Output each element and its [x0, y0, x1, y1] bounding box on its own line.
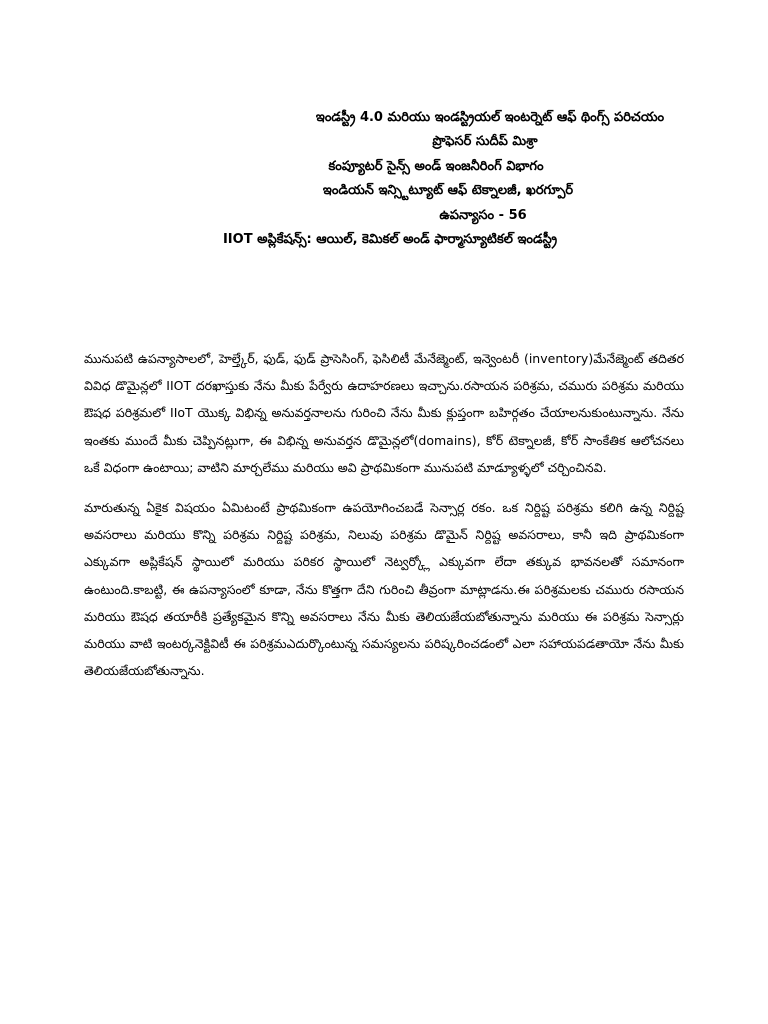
- institute-name: ఇండియన్ ఇన్స్టిట్యూట్ ఆఫ్ టెక్నాలజీ, ఖరగ్పూర్: [322, 183, 574, 199]
- document-header: [140, 106, 720, 252]
- paragraph-2: మారుతున్న ఏకైక విషయం ఏమిటంటే ప్రాథమికంగా ఉపయోగించబడే సెన్సార్ల రకం. ఒక నిర్దిష్ట పరిశ్రమ కలిగి ఉన్న నిర్దిష్ట అవసరాలు మరియు కొన్ని పరిశ్రమ నిర్దిష్ట పరిశ్రమ, నిలువు పరిశ్రమ డొమైన్ నిర్దిష్ట అవసరాలు, కానీ ఇది ప్రాథమికంగా ఎక్కువగా అప్లికేషన్ స్థాయిలో మరియు పరికర స్థాయిలో నెట్వర్క్లో ఎక్కువగా లేదా తక్కువ భావనలతో సమానంగా ఉంటుంది.కాబట్టి, ఈ ఉపన్యాసంలో కూడా, నేను కొత్తగా దేని గురించి తీవ్రంగా మాట్లాడను.ఈ పరిశ్రమలకు చమురు రసాయన మరియు ఔషధ తయారీకి ప్రత్యేకమైన కొన్ని అవసరాలు నేను మీకు తెలియజేయబోతున్నాను మరియు ఈ పరిశ్రమ సెన్సార్లు మరియు వాటి ఇంటర్కనెక్టివిటీ ఈ పరిశ్రమఎదుర్కొంటున్న సమస్యలను పరిష్కరించడంలో ఎలా సహాయపడతాయో నేను మీకు తెలియజేయబోతున్నాను.: [84, 500, 684, 679]
- lecture-number: ఉపన్యాసం - 56: [439, 207, 527, 223]
- paragraph-1: మునుపటి ఉపన్యాసాలలో, హెల్త్కేర్, ఫుడ్, ఫుడ్ ప్రాసెసింగ్, ఫెసిలిటీ మేనేజ్మెంట్, ఇన్వెంటరీ (inventory)మేనేజ్మెంట్ తదితర వివిధ డొమైన్లలో IIOT దరఖాస్తుకు నేను మీకు పేర్వేరు ఉదాహరణలు ఇచ్చాను.రసాయన పరిశ్రమ, చమురు పరిశ్రమ మరియు ఔషధ పరిశ్రమలో IIoT యొక్క విభిన్న అనువర్తనాలను గురించి నేను మీకు క్లుప్తంగా బహిర్గతం చేయాలనుకుంటున్నాను. నేను ఇంతకు ముందే మీకు చెప్పినట్లుగా, ఈ విభిన్న అనువర్తన డొమైన్లలో(domains), కోర్ టెక్నాలజీ, కోర్ సాంకేతిక ఆలోచనలు ఒకే విధంగా ఉంటాయి; వాటిని మార్చలేము మరియు అవి ప్రాథమికంగా మునుపటి మాడ్యూళ్ళలో చర్చించినవి.: [84, 351, 684, 475]
- department-name: కంప్యూటర్ సైన్స్ అండ్ ఇంజనీరింగ్ విభాగం: [328, 158, 544, 174]
- document-body: [84, 345, 684, 697]
- lecture-topic: IIOT అప్లికేషన్స్: ఆయిల్, కెమికల్ అండ్ ఫార్మాస్యూటికల్ ఇండస్ట్రీ: [222, 232, 558, 248]
- professor-name: ప్రొఫెసర్ సుదీప్ మిశ్రా: [432, 134, 538, 150]
- course-title: ఇండస్ట్రీ 4.0 మరియు ఇండస్ట్రియల్ ఇంటర్నెట్ ఆఫ్ థింగ్స్ పరిచయం: [315, 110, 665, 125]
